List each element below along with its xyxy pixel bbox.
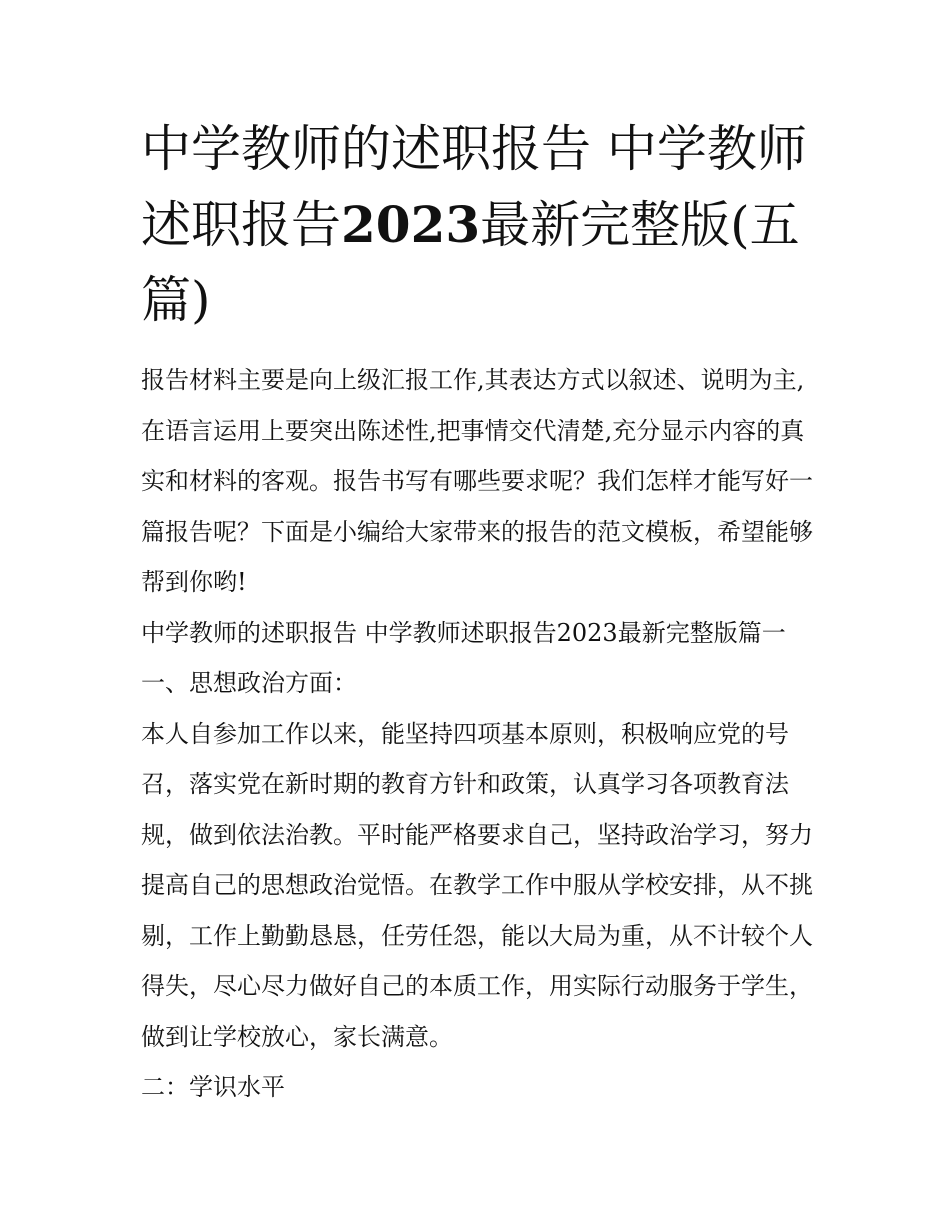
subheading-knowledge: 二：学识水平 bbox=[141, 1073, 285, 1101]
title-text-2: 最新完整版(五篇) bbox=[141, 196, 800, 329]
politics-paragraph: 本人自参加工作以来，能坚持四项基本原则，积极响应党的号召，落实党在新时期的教育方针和政策，认真学习各项教育法规，做到依法治教。平时能严格要求自己，坚持政治学习，努力提高自己的思想政治觉悟。在教学工作中服从学校安排，从不挑剔，工作上勤勤恳恳，任劳任怨，能以大局为重，从不计较个人得失，尽心尽力做好自己的本质工作，用实际行动服务于学生，做到让学校放心，家长满意。 bbox=[141, 719, 813, 1051]
title-text-1: 中学教师的述职报告 中学教师述职报告 bbox=[141, 120, 807, 254]
subheading-politics: 一、思想政治方面： bbox=[141, 669, 357, 697]
section-heading: 中学教师的述职报告 中学教师述职报告2023最新完整版篇一 bbox=[141, 618, 786, 647]
document-body bbox=[141, 355, 821, 1113]
document-title bbox=[141, 112, 821, 338]
intro-paragraph: 报告材料主要是向上级汇报工作,其表达方式以叙述、说明为主,在语言运用上要突出陈述性,把事情交代清楚,充分显示内容的真实和材料的客观。报告书写有哪些要求呢？我们怎样才能写好一篇报告呢？下面是小编给大家带来的报告的范文模板，希望能够帮到你哟! bbox=[141, 366, 813, 596]
title-year: 2023 bbox=[341, 195, 481, 254]
